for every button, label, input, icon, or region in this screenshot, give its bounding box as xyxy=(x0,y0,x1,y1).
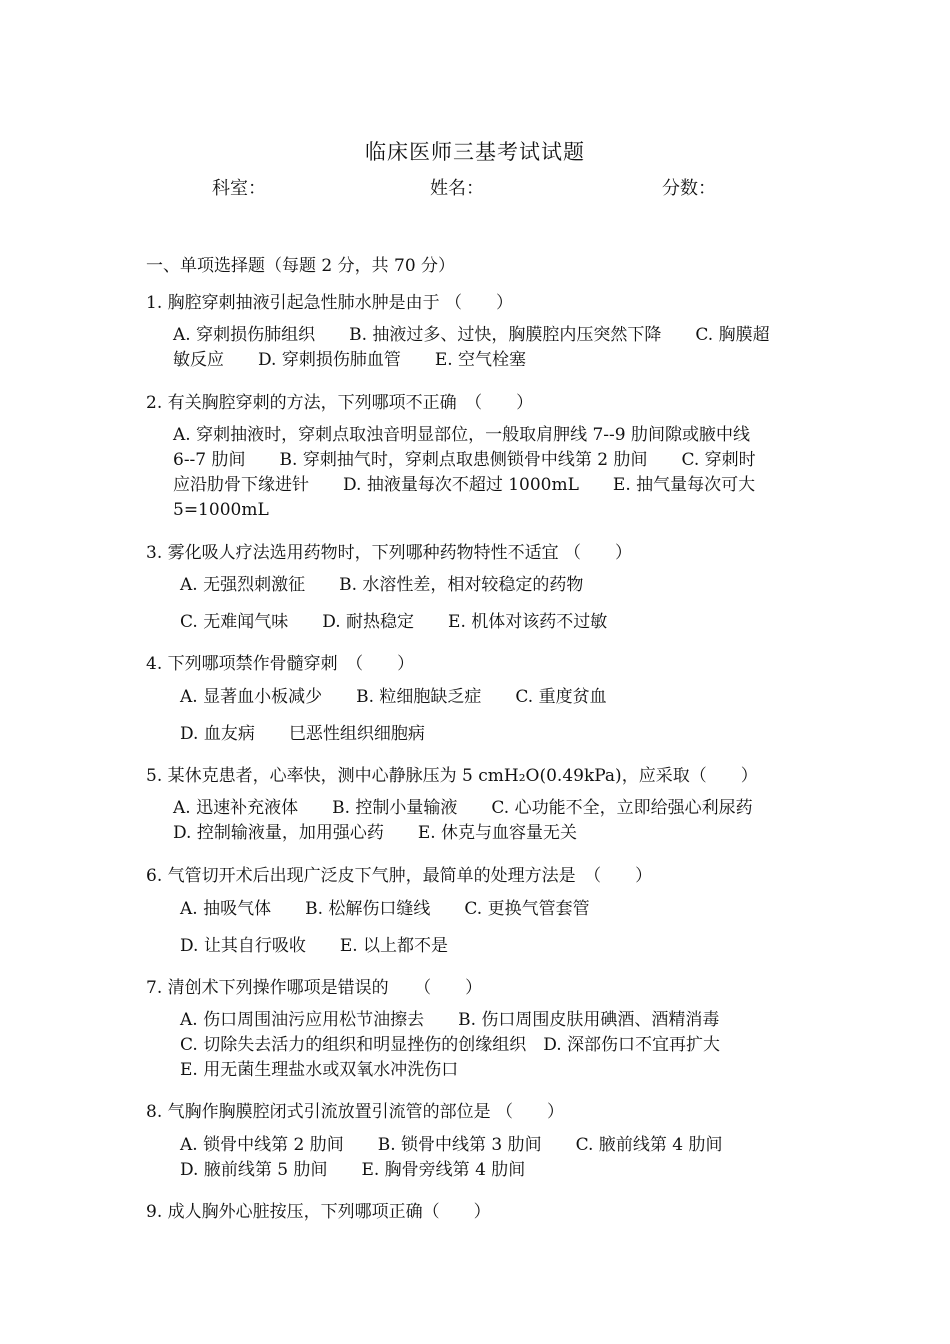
page-title: 临床医师三基考试试题 xyxy=(365,140,585,164)
department-label: 科室： xyxy=(212,178,266,199)
option-line: C. 切除失去活力的组织和明显挫伤的创缘组织 D. 深部伤口不宜再扩大 xyxy=(180,1035,721,1055)
section-heading: 一、单项选择题（每题 2 分，共 70 分） xyxy=(146,256,456,276)
question-stem: 5. 某休克患者，心率快，测中心静脉压为 5 cmH₂O(0.49kPa)，应采取（ ） xyxy=(146,766,758,786)
question-stem: 1. 胸腔穿刺抽液引起急性肺水肿是由于 （ ） xyxy=(146,293,514,313)
question-options xyxy=(180,1008,830,1083)
option-line: 敏反应 D. 穿刺损伤肺血管 E. 空气栓塞 xyxy=(173,350,527,370)
question-options xyxy=(180,1133,830,1183)
option-line: 5=1000mL xyxy=(173,500,269,520)
question-options xyxy=(180,685,830,710)
option-line: D. 腋前线第 5 肋间 E. 胸骨旁线第 4 肋间 xyxy=(180,1160,526,1180)
option-line: A. 抽吸气体 B. 松解伤口缝线 C. 更换气管套管 xyxy=(180,899,590,919)
option-line: D. 控制输液量，加用强心药 E. 休克与血容量无关 xyxy=(173,823,578,843)
option-line: D. 让其自行吸收 E. 以上都不是 xyxy=(180,936,449,956)
question-options xyxy=(180,573,830,598)
question-options xyxy=(180,610,830,635)
question-stem: 9. 成人胸外心脏按压，下列哪项正确（ ） xyxy=(146,1202,491,1222)
option-line: A. 伤口周围油污应用松节油擦去 B. 伤口周围皮肤用碘酒、酒精消毒 xyxy=(180,1010,720,1030)
question-stem: 4. 下列哪项禁作骨髓穿刺 （ ） xyxy=(146,654,415,674)
name-label: 姓名： xyxy=(430,178,484,199)
question-options xyxy=(173,423,823,523)
option-line: 应沿肋骨下缘进针 D. 抽液量每次不超过 1000mL E. 抽气量每次可大 xyxy=(173,475,756,495)
option-line: A. 穿刺损伤肺组织 B. 抽液过多、过快，胸膜腔内压突然下降 C. 胸膜超 xyxy=(173,325,770,345)
option-line: A. 显著血小板减少 B. 粒细胞缺乏症 C. 重度贫血 xyxy=(180,687,607,707)
score-label: 分数： xyxy=(662,178,716,199)
option-line: D. 血友病 巳恶性组织细胞病 xyxy=(180,724,425,744)
question-options xyxy=(180,934,830,959)
option-line: A. 无强烈刺激征 B. 水溶性差，相对较稳定的药物 xyxy=(180,575,584,595)
question-stem: 8. 气胸作胸膜腔闭式引流放置引流管的部位是 （ ） xyxy=(146,1102,565,1122)
question-stem: 2. 有关胸腔穿刺的方法，下列哪项不正确 （ ） xyxy=(146,393,534,413)
option-line: A. 锁骨中线第 2 肋间 B. 锁骨中线第 3 肋间 C. 腋前线第 4 肋间 xyxy=(180,1135,723,1155)
question-stem: 6. 气管切开术后出现广泛皮下气肿，最简单的处理方法是 （ ） xyxy=(146,866,653,886)
question-options xyxy=(180,722,830,747)
option-line: 6--7 肋间 B. 穿刺抽气时，穿刺点取患侧锁骨中线第 2 肋间 C. 穿刺时 xyxy=(173,450,756,470)
option-line: E. 用无菌生理盐水或双氧水冲洗伤口 xyxy=(180,1060,459,1080)
option-line: A. 迅速补充液体 B. 控制小量输液 C. 心功能不全，立即给强心利尿药 xyxy=(173,798,753,818)
question-stem: 3. 雾化吸人疗法选用药物时，下列哪种药物特性不适宜 （ ） xyxy=(146,543,633,563)
question-options xyxy=(173,323,823,373)
question-stem: 7. 清创术下列操作哪项是错误的 （ ） xyxy=(146,978,483,998)
option-line: C. 无难闻气味 D. 耐热稳定 E. 机体对该药不过敏 xyxy=(180,612,608,632)
option-line: A. 穿刺抽液时，穿刺点取浊音明显部位，一般取肩胛线 7--9 肋间隙或腋中线 xyxy=(173,425,751,445)
question-options xyxy=(180,897,830,922)
question-options xyxy=(173,796,823,846)
